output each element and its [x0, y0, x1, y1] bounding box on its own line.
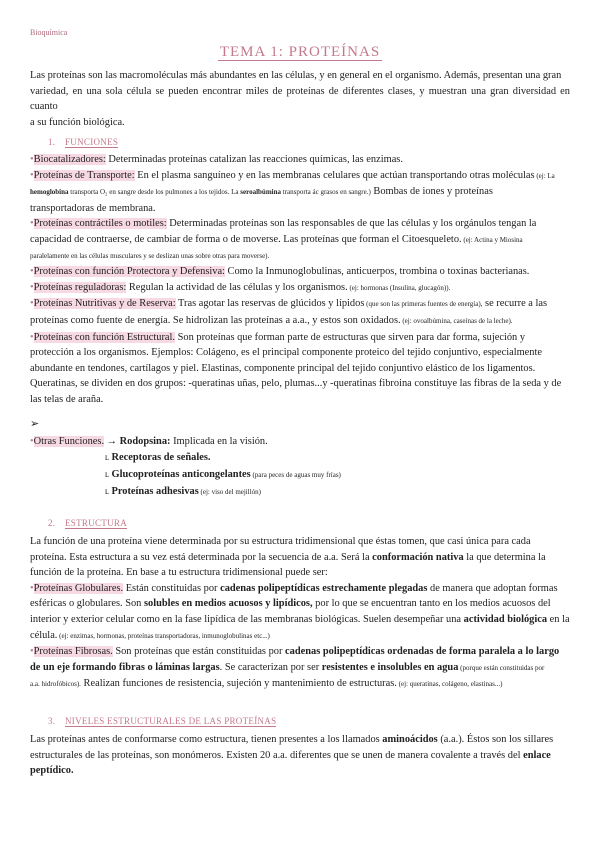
corner-arrow-icon: ʟ: [105, 486, 109, 496]
list-item: •Proteínas contráctiles o motiles: Determinadas proteínas son las responsables de que las células y los orgánulos tengan la: [30, 218, 537, 230]
corner-arrow-icon: ʟ: [105, 469, 109, 479]
section-heading-niveles: 3. NIVELES ESTRUCTURALES DE LAS PROTEÍNAS: [48, 716, 277, 726]
page-title: TEMA 1: PROTEÍNAS: [219, 44, 381, 60]
list-item: •Otras Funciones. → Rodopsina: Implicada en la visión.: [30, 436, 268, 447]
section-heading-funciones: 1. FUNCIONES: [48, 137, 119, 147]
list-item: •Proteínas reguladoras: Regulan la actividad de las células y los organismos. (ej: hormonas (Insulina, glucagón)).: [30, 281, 451, 293]
structure-paragraph: La función de una proteína viene determinada por su estructura tridimensional que éstas tomen, que casi única para cada proteína. Esta estructura a su vez está determinada por la secuencia de a.a. Será la conformación nativa la que determina la función de la proteína. En base a tu estructura tridimensional puede ser: •Proteínas Globulares. Están constituidas por cadenas polipeptídicas estrechamente plegadas de manera que adoptan formas esféricas o globulares. Son solubles en medios acuosos y lipídicos, por lo que se encuentran tanto en los medios acuosos del interior y exterior celular como en la fase lipídica de las membranas biológicas. Suelen desempeñar una actividad biológica en la célula. (ej: enzimas, hormonas, proteínas transportadoras, inmunoglobulinas etc...) •Proteínas Fibrosas. Son proteínas que están constituidas por cadenas polipeptídicas ordenadas de forma paralela a lo largo de un eje formando fibras o láminas largas. Se caracterizan por ser resistentes e insolubles en agua (porque están constituidas por a.a. hidrofóbicos). Realizan funciones de resistencia, sujeción y mantenimiento de estructuras. (ej: queratinas, colágeno, elastinas...): [30, 536, 570, 690]
list-item: •Proteínas con función Protectora y Defensiva: Como la Inmunoglobulinas, anticuerpos, trombina o toxinas bacterianas.: [30, 266, 530, 278]
list-item: •Proteínas con función Estructural. Son proteínas que forman parte de estructuras que sirven para dar forma, sujeción y: [30, 331, 526, 343]
section-heading-estructura: 2. ESTRUCTURA: [48, 518, 128, 528]
list-item: •Proteínas de Transporte: En el plasma sanguíneo y en las membranas celulares que actúan transportando otras moléculas (ej: La: [30, 169, 555, 181]
list-item: •Biocatalizadores: Determinadas proteínas catalizan las reacciones químicas, las enzimas.: [30, 154, 403, 165]
list-item: •Proteínas Nutritivas y de Reserva: Tras agotar las reservas de glúcidos y lípidos (que son las primeras fuentes de energía), se recurre a las: [30, 298, 548, 310]
sub-item: ʟ Receptoras de señales.: [105, 452, 211, 463]
sub-item: ʟ Glucoproteínas anticongelantes (para peces de aguas muy frías): [105, 469, 341, 480]
arrow-bullet-icon: ➢: [30, 418, 40, 430]
page-header: Bioquímica: [30, 28, 68, 37]
list-item: •Proteínas Globulares. Están constituidas por cadenas polipeptídicas estrechamente plegadas de manera que adoptan formas: [30, 582, 558, 594]
functions-list: •Biocatalizadores: Determinadas proteínas catalizan las reacciones químicas, las enzimas. •Proteínas de Transporte: En el plasma sanguíneo y en las membranas celulares que actúan transportando otras moléculas (ej: La hemoglobina transporta O₂ en sangre desde los pulmones a los tejidos. La seroalbúmina transporta ác grasos en sangre.) Bombas de iones y proteínas transportadoras de membrana. •Proteínas contráctiles o motiles: Determinadas proteínas son las responsables de que las células y los orgánulos tengan la capacidad de contraerse, de cambiar de forma o de moverse. Las proteínas que forman el Citoesqueleto. (ej: Actina y Miosina paralelamente en las células musculares y se deslizan unas sobre otras para moverse). •Proteínas con función Protectora y Defensiva: Como la Inmunoglobulinas, anticuerpos, trombina o toxinas bacterianas. •Proteínas reguladoras: Regulan la actividad de las células y los organismos. (ej: hormonas (Insulina, glucagón)). •Proteínas Nutritivas y de Reserva: Tras agotar las reservas de glúcidos y lípidos (que son las primeras fuentes de energía), se recurre a las proteínas como fuente de energía. Se hidrolizan las proteínas a a.a., y estos son oxidados. (ej: ovoalbúmina, caseínas de la leche). •Proteínas con función Estructural. Son proteínas que forman parte de estructuras que sirven para dar forma, sujeción y protección a los organismos. Ejemplos: Colágeno, es el principal componente proteico del tejido conjuntivo, especialmente abundante en tendones, cartílagos y piel. Elastinas, componente principal del tejido conjuntivo elástico de los ligamentos. Queratinas, se dividen en dos grupos: -queratinas uñas, pelo, plumas...y -queratinas fibroina constituye las fibras de la seda y de las telas de araña.: [30, 152, 570, 408]
list-item: •Proteínas Fibrosas. Son proteínas que están constituidas por cadenas polipeptídicas ordenadas de forma paralela a lo largo: [30, 646, 560, 658]
levels-paragraph: Las proteínas antes de conformarse como estructura, tienen presentes a los llamados aminoácidos (a.a.). Éstos son los sillares estructurales de las proteínas, son monómeros. Existen 20 a.a. diferentes que se unen de manera covalente a través del enlace peptídico.: [30, 734, 554, 777]
intro-paragraph: Las proteínas son las macromoléculas más abundantes en las células, y en general en el organismo. Además, presentan una gran variedad, en una sola célula se pueden encontrar miles de proteínas de diferentes clases, y muestran una gran diversidad en cuanto a su función biológica.: [30, 70, 570, 128]
sub-item: ʟ Proteínas adhesivas (ej: viso del mejillón): [105, 486, 261, 497]
corner-arrow-icon: ʟ: [105, 452, 109, 462]
